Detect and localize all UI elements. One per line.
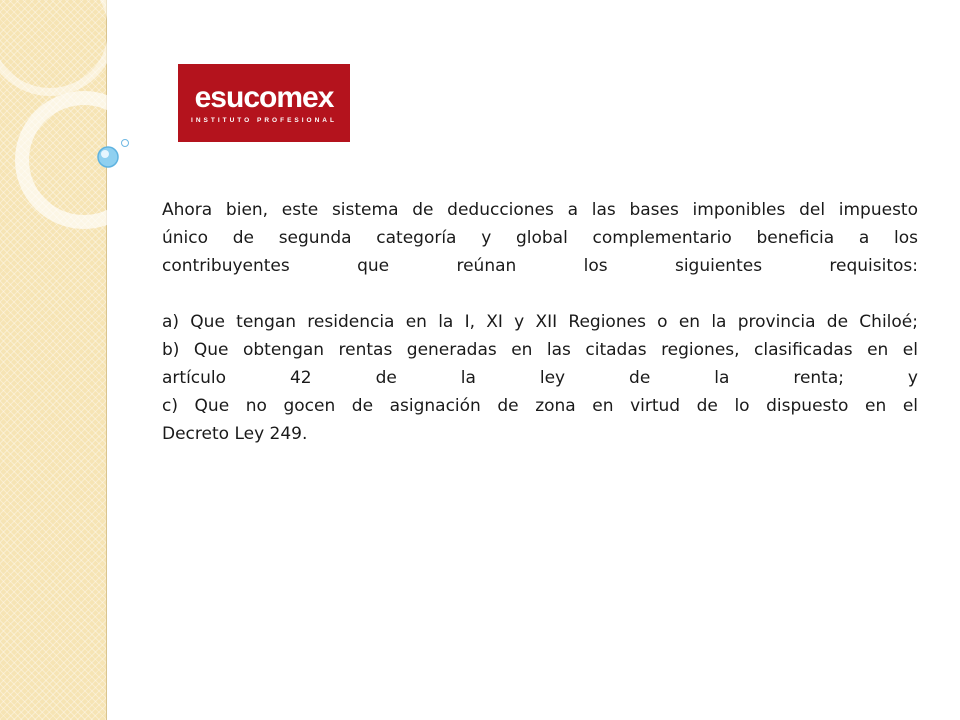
paragraph-gap [162, 280, 918, 308]
logo-tagline: INSTITUTO PROFESIONAL [191, 116, 337, 124]
intro-line: contribuyentes que reúnan los siguientes requisitos: [162, 256, 918, 276]
requirement-line: Decreto Ley 249. [162, 424, 308, 444]
esucomex-logo [178, 64, 350, 142]
intro-line: Ahora bien, este sistema de deducciones a las bases imponibles del impuesto [162, 200, 918, 220]
decorative-sidebar [0, 0, 107, 720]
logo-wordmark: esucomex [194, 80, 334, 114]
slide-body [162, 196, 918, 448]
requirement-line: c) Que no gocen de asignación de zona en virtud de lo dispuesto en el [162, 396, 918, 416]
requirement-line: b) Que obtengan rentas generadas en las citadas regiones, clasificadas en el [162, 340, 918, 360]
requirement-line: a) Que tengan residencia en la I, XI y XII Regiones o en la provincia de Chiloé; [162, 312, 918, 332]
requirement-line: artículo 42 de la ley de la renta; y [162, 368, 918, 388]
intro-line: único de segunda categoría y global complementario beneficia a los [162, 228, 918, 248]
